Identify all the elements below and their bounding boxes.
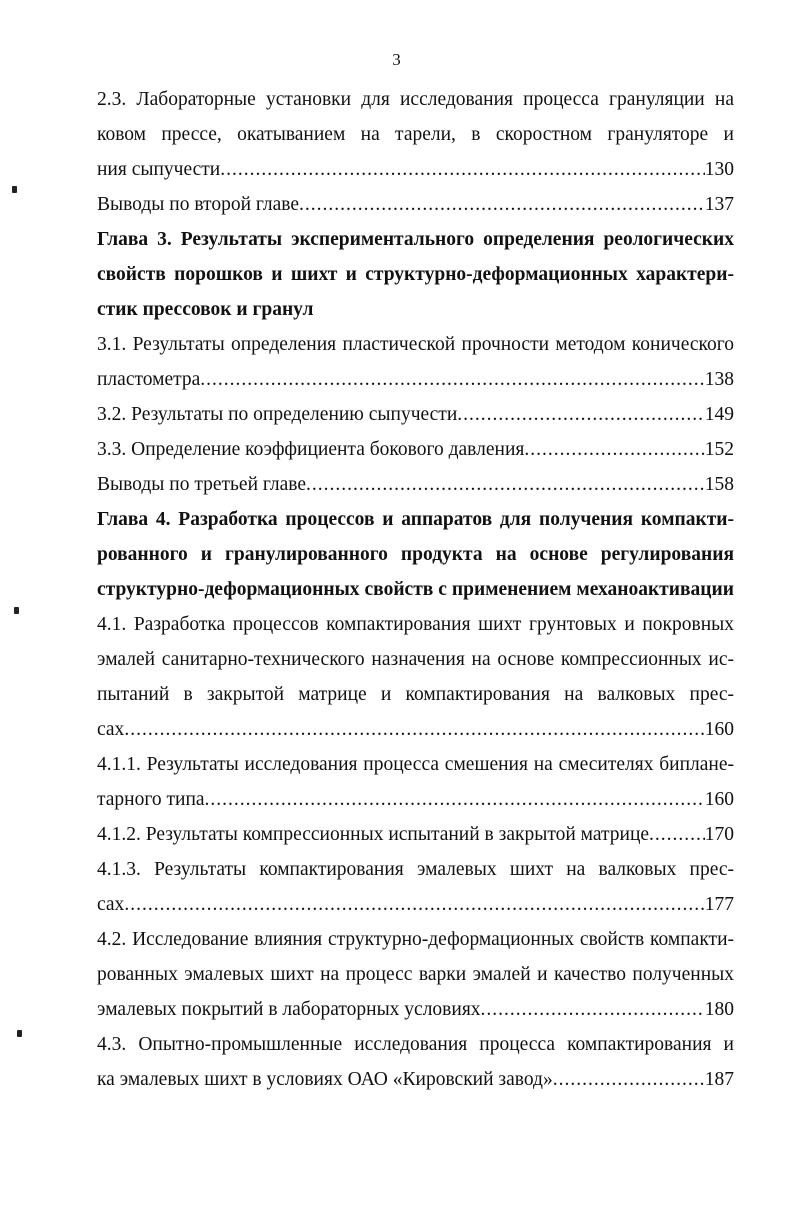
toc-3-1-text: пластометра: [97, 369, 201, 390]
toc-4-2-text: эмалевых покрытий в лабораторных условиях: [97, 999, 481, 1020]
toc-3-1-line2: [97, 362, 734, 397]
chapter-3-title-line3: стик прессовок и гранул: [97, 299, 314, 320]
chapter-3-title-line1: Глава 3. Результаты экспериментального определения реологических: [97, 229, 734, 250]
toc-4-1-1-line2: [97, 782, 734, 817]
toc-2-3-line3: [97, 152, 734, 187]
toc-4-1-line4: [97, 712, 734, 747]
toc-4-3-line2: [97, 1062, 734, 1097]
toc-4-2-line3: [97, 992, 734, 1027]
toc-4-1-1-text: тарного типа: [97, 789, 205, 810]
dot-leader: [205, 782, 705, 817]
toc-2-3-line1: 2.3. Лабораторные установки для исследования процесса грануляции на: [97, 89, 734, 110]
toc-4-1-line1: 4.1. Разработка процессов компактирования шихт грунтовых и покровных: [97, 614, 734, 635]
dot-leader: [220, 152, 705, 187]
dot-leader: [124, 887, 704, 922]
chapter-4-title-line3: структурно-деформационных свойств с применением механоактивации: [97, 579, 734, 600]
toc-ch3-conclusions: [97, 467, 734, 502]
dot-leader: [306, 467, 705, 502]
dot-leader: [481, 992, 705, 1027]
toc-4-1-2-text: 4.1.2. Результаты компрессионных испытаний в закрытой матрице: [97, 824, 650, 845]
toc-4-1-2: [97, 817, 734, 852]
toc-3-2-text: 3.2. Результаты по определению сыпучести: [97, 404, 458, 425]
scan-mark-3: [17, 1030, 22, 1037]
toc-3-1-line1: 3.1. Результаты определения пластической прочности методом конического: [97, 334, 734, 355]
toc-4-1-1-line1: 4.1.1. Результаты исследования процесса смешения на смесителях биплане-: [97, 754, 734, 775]
dot-leader: [524, 432, 704, 467]
toc-2-3-page: 130: [704, 159, 734, 180]
toc-4-2-page: 180: [704, 999, 734, 1020]
toc-3-2: [97, 397, 734, 432]
dot-leader: [299, 187, 705, 222]
chapter-4-title-line1: Глава 4. Разработка процессов и аппаратов для получения компакти-: [97, 509, 734, 530]
chapter-3-title-line2: свойств порошков и шихт и структурно-деформационных характери-: [97, 264, 734, 285]
toc-ch3-conclusions-page: 158: [704, 474, 734, 495]
toc-3-3-text: 3.3. Определение коэффициента бокового давления: [97, 439, 525, 460]
toc-ch3-conclusions-text: Выводы по третьей главе: [97, 474, 307, 495]
dot-leader: [124, 712, 704, 747]
table-of-contents: [97, 82, 734, 1097]
scan-mark-1: [12, 186, 17, 193]
toc-4-1-page: 160: [704, 719, 734, 740]
dot-leader: [649, 817, 705, 852]
toc-4-1-3-line1: 4.1.3. Результаты компактирования эмалевых шихт на валковых прес-: [97, 859, 734, 880]
toc-4-2-line2: рованных эмалевых шихт на процесс варки эмалей и качество полученных: [97, 964, 734, 985]
toc-2-3-text: ния сыпучести: [97, 159, 221, 180]
toc-4-1-text: сах: [97, 719, 125, 740]
toc-4-3-text: ка эмалевых шихт в условиях ОАО «Кировский завод»: [97, 1069, 553, 1090]
dot-leader: [553, 1062, 705, 1097]
page-number: 3: [392, 50, 401, 69]
toc-4-1-2-page: 170: [704, 824, 734, 845]
toc-4-1-1-page: 160: [704, 789, 734, 810]
toc-3-1-page: 138: [704, 369, 734, 390]
toc-4-3-line1: 4.3. Опытно-промышленные исследования процесса компактирования и: [97, 1034, 734, 1055]
chapter-4-title-line2: рованного и гранулированного продукта на основе регулирования: [97, 544, 734, 565]
toc-3-3-page: 152: [704, 439, 734, 460]
toc-4-1-3-line2: [97, 887, 734, 922]
dot-leader: [200, 362, 704, 397]
toc-4-1-line2: эмалей санитарно-технического назначения на основе компрессионных ис-: [97, 649, 734, 670]
toc-4-1-3-page: 177: [704, 894, 734, 915]
toc-4-1-3-text: сах: [97, 894, 125, 915]
toc-ch2-conclusions-text: Выводы по второй главе: [97, 194, 300, 215]
toc-2-3-line2: ковом прессе, окатыванием на тарели, в скоростном грануляторе и: [97, 124, 734, 145]
toc-4-2-line1: 4.2. Исследование влияния структурно-деформационных свойств компакти-: [97, 929, 734, 950]
toc-4-1-line3: пытаний в закрытой матрице и компактирования на валковых прес-: [97, 684, 734, 705]
scan-mark-2: [14, 607, 19, 614]
dot-leader: [457, 397, 704, 432]
toc-3-3: [97, 432, 734, 467]
toc-ch2-conclusions-page: 137: [704, 194, 734, 215]
toc-4-3-page: 187: [704, 1069, 734, 1090]
toc-ch2-conclusions: [97, 187, 734, 222]
toc-3-2-page: 149: [704, 404, 734, 425]
